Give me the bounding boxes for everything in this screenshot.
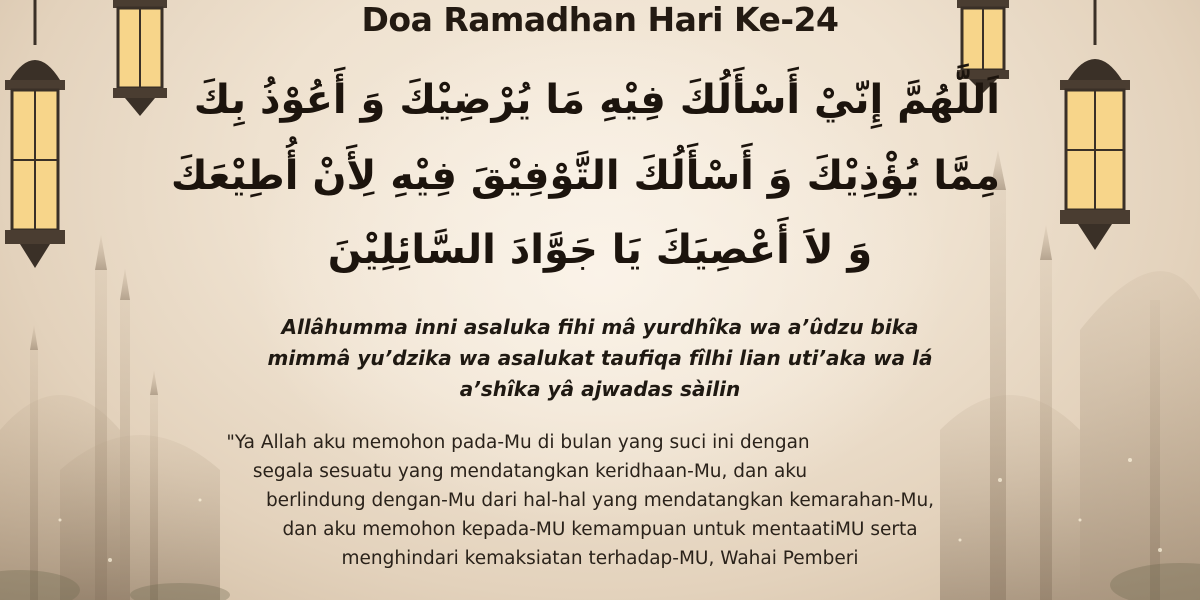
meaning-line-4: dan aku memohon kepada-MU kemampuan untuk mentaatiMU serta — [282, 519, 918, 540]
meaning-line-5: menghindari kemaksiatan terhadap-MU, Wahai Pemberi — [341, 548, 859, 569]
arabic-line-1: اَللَّهُمَّ إِنّيْ أَسْأَلُكَ فِيْهِ مَا يُرْضِيْكَ وَ أَعُوْذُ بِكَ — [193, 77, 1000, 123]
transliteration-line-2: mimmâ yu’dzika wa asalukat taufiqa fîlhi lian uti’aka wa lá — [267, 346, 933, 370]
meaning-line-3: berlindung dengan-Mu dari hal-hal yang mendatangkan kemarahan-Mu, — [265, 490, 935, 511]
transliteration-line-3: a’shîka yâ ajwadas sàilin — [459, 377, 741, 401]
transliteration-line-1: Allâhumma inni asaluka fihi mâ yurdhîka wa a’ûdzu bika — [281, 315, 919, 339]
arabic-line-3: وَ لاَ أَعْصِيَكَ يَا جَوَّادَ السَّائِلِيْنَ — [327, 227, 873, 273]
page-title: Doa Ramadhan Hari Ke-24 — [361, 0, 839, 39]
arabic-line-2: مِمَّا يُؤْذِيْكَ وَ أَسْأَلُكَ التَّوْفِيْقَ فِيْهِ لِأَنْ أُطِيْعَكَ — [170, 153, 1000, 199]
meaning-line-1: "Ya Allah aku memohon pada-Mu di bulan yang suci ini dengan — [226, 432, 810, 453]
meaning-line-2: segala sesuatu yang mendatangkan keridhaan-Mu, dan aku — [252, 461, 808, 482]
